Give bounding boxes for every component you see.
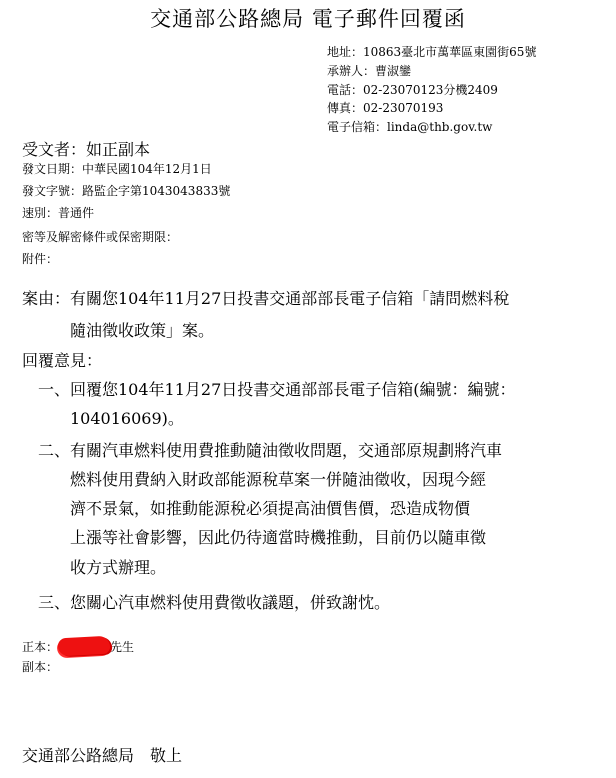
issue-number: 發文字號：路監企字第1043043833號 — [22, 184, 231, 198]
speed-class: 速別：普通件 — [22, 206, 95, 220]
redaction-mark — [58, 636, 111, 657]
reply-item-2-line-5: 收方式辦理。 — [70, 558, 167, 577]
subject-line-2: 隨油徵收政策」案。 — [70, 321, 215, 340]
contact-email: 電子信箱：linda@thb.gov.tw — [327, 120, 493, 134]
reply-heading: 回覆意見： — [22, 351, 103, 370]
reply-item-2-line-2: 燃料使用費納入財政部能源稅草案一併隨油徵收，因現今經 — [70, 470, 487, 489]
reply-item-2-line-1: 二、有關汽車燃料使用費推動隨油徵收問題，交通部原規劃將汽車 — [38, 441, 503, 460]
issue-date: 發文日期：中華民國104年12月1日 — [22, 162, 212, 176]
security-level: 密等及解密條件或保密期限： — [22, 230, 179, 244]
contact-handler: 承辦人：曹淑鑾 — [327, 64, 412, 78]
page-title: 交通部公路總局 電子郵件回覆函 — [150, 7, 466, 31]
reply-item-1-line-2: 104016069)。 — [70, 409, 184, 428]
reply-item-1-line-1: 一、回覆您104年11月27日投書交通部部長電子信箱(編號：編號： — [38, 380, 516, 399]
main-recipient-label: 正本： — [22, 640, 59, 654]
reply-item-3-line-1: 三、您關心汽車燃料使用費徵收議題，併致謝忱。 — [38, 593, 391, 612]
attachment: 附件： — [22, 252, 59, 266]
recipient: 受文者：如正副本 — [22, 140, 151, 159]
reply-item-2-line-4: 上漲等社會影響，因此仍待適當時機推動，目前仍以隨車徵 — [70, 528, 487, 547]
main-recipient — [22, 637, 134, 655]
cc-recipient: 副本： — [22, 660, 59, 674]
contact-phone: 電話：02-23070123分機2409 — [327, 83, 498, 97]
contact-fax: 傳真：02-23070193 — [327, 101, 444, 115]
reply-item-2-line-3: 濟不景氣，如推動能源稅必須提高油價售價，恐造成物價 — [70, 499, 471, 518]
contact-address: 地址：10863臺北市萬華區東園街65號 — [327, 45, 537, 59]
signature: 交通部公路總局 敬上 — [22, 746, 183, 765]
subject-line-1: 案由：有關您104年11月27日投書交通部部長電子信箱「請問燃料稅 — [22, 289, 510, 308]
main-recipient-title: 先生 — [110, 640, 135, 654]
